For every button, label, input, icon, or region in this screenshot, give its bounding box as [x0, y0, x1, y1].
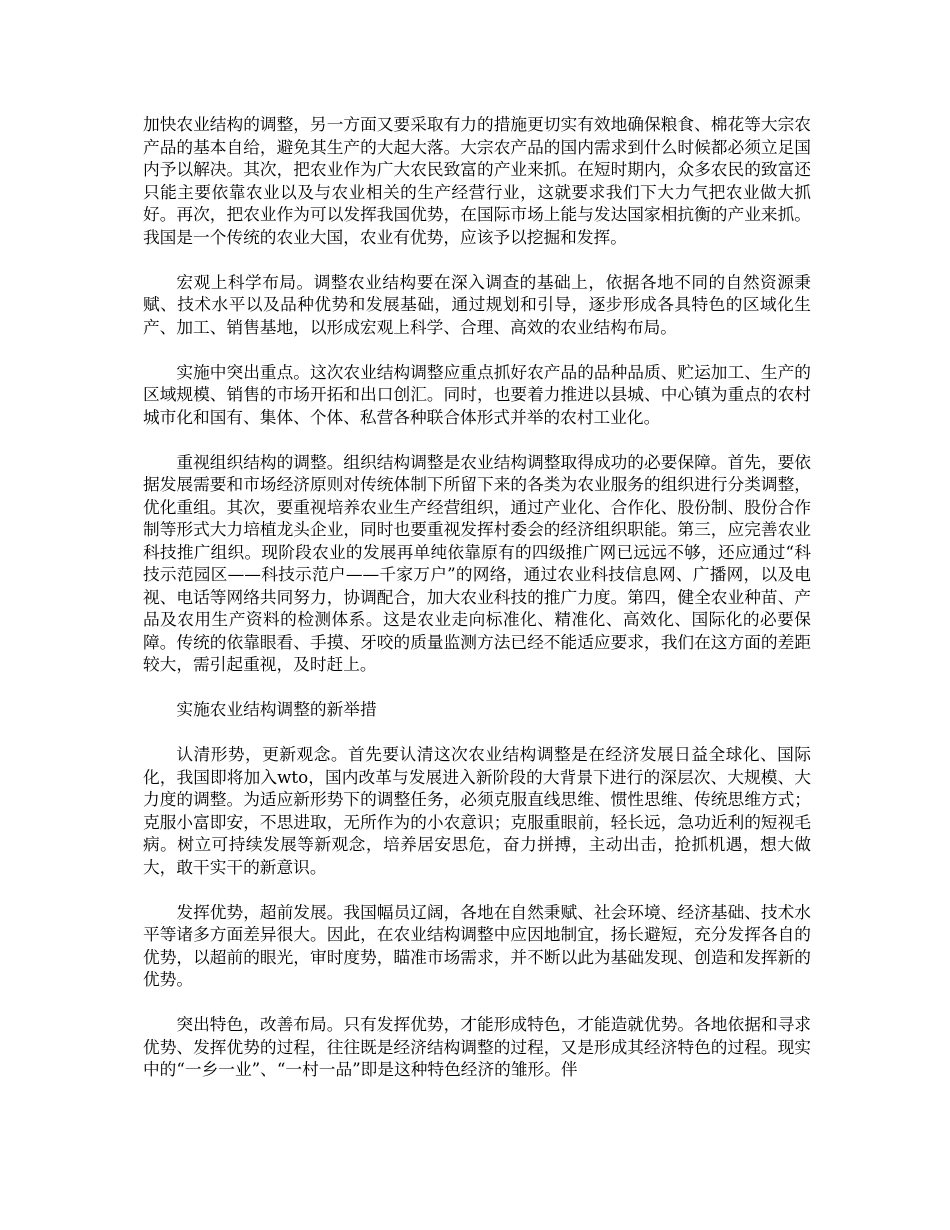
paragraph-3: 实施中突出重点。这次农业结构调整应重点抓好农产品的品种品质、贮运加工、生产的区域规模、销售的市场开拓和出口创汇。同时，也要着力推进以县城、中心镇为重点的农村城市化和国有、集体、个体、私营各种联合体形式并举的农村工业化。: [143, 361, 811, 427]
paragraph-5: 认清形势，更新观念。首先要认清这次农业结构调整是在经济发展日益全球化、国际化，我国即将加入wto，国内改革与发展进入新阶段的大背景下进行的深层次、大规模、大力度的调整。为适应新形势下的调整任务，必须克服直线思维、惯性思维、传统思维方式；克服小富即安，不思进取，无所作为的小农意识；克服重眼前，轻长远，急功近利的短视毛病。树立可持续发展等新观念，培养居安思危，奋力拼搏，主动出击，抢抓机遇，想大做大，敢干实干的新意识。: [143, 744, 811, 877]
paragraph-4: 重视组织结构的调整。组织结构调整是农业结构调整取得成功的必要保障。首先，要依据发展需要和市场经济原则对传统体制下所留下来的各类为农业服务的组织进行分类调整，优化重组。其次，要重视培养农业生产经营组织，通过产业化、合作化、股份制、股份合作制等形式大力培植龙头企业，同时也要重视发挥村委会的经济组织职能。第三，应完善农业科技推广组织。现阶段农业的发展再单纯依靠原有的四级推广网已远远不够，还应通过“科技示范园区——科技示范户——千家万户”的网络，通过农业科技信息网、广播网，以及电视、电话等网络共同努力，协调配合，加大农业科技的推广力度。第四，健全农业种苗、产品及农用生产资料的检测体系。这是农业走向标准化、精准化、高效化、国际化的必要保障。传统的依靠眼看、手摸、牙咬的质量监测方法已经不能适应要求，我们在这方面的差距较大，需引起重视，及时赶上。: [143, 451, 811, 674]
paragraph-2: 宏观上科学布局。调整农业结构要在深入调查的基础上，依据各地不同的自然资源秉赋、技术水平以及品种优势和发展基础，通过规划和引导，逐步形成各具特色的区域化生产、加工、销售基地，以形成宏观上科学、合理、高效的农业结构布局。: [143, 271, 811, 337]
paragraph-1: 加快农业结构的调整，另一方面又要采取有力的措施更切实有效地确保粮食、棉花等大宗农产品的基本自给，避免其生产的大起大落。大宗农产品的国内需求到什么时候都必须立足国内予以解决。其次，把农业作为广大农民致富的产业来抓。在短时期内，众多农民的致富还只能主要依靠农业以及与农业相关的生产经营行业，这就要求我们下大力气把农业做大抓好。再次，把农业作为可以发挥我国优势，在国际市场上能与发达国家相抗衡的产业来抓。我国是一个传统的农业大国，农业有优势，应该予以挖掘和发挥。: [143, 114, 811, 247]
document-page: [143, 113, 811, 1081]
paragraph-7: 突出特色，改善布局。只有发挥优势，才能形成特色，才能造就优势。各地依据和寻求优势、发挥优势的过程，往往既是经济结构调整的过程，又是形成其经济特色的过程。现实中的“一乡一业”、“一村一品”即是这种特色经济的雏形。伴: [143, 1014, 811, 1079]
paragraph-6: 发挥优势，超前发展。我国幅员辽阔，各地在自然秉赋、社会环境、经济基础、技术水平等诸多方面差异很大。因此，在农业结构调整中应因地制宜，扬长避短，充分发挥各自的优势，以超前的眼光，审时度势，瞄准市场需求，并不断以此为基础发现、创造和发挥新的优势。: [143, 901, 811, 989]
section-heading: 实施农业结构调整的新举措: [176, 699, 377, 719]
